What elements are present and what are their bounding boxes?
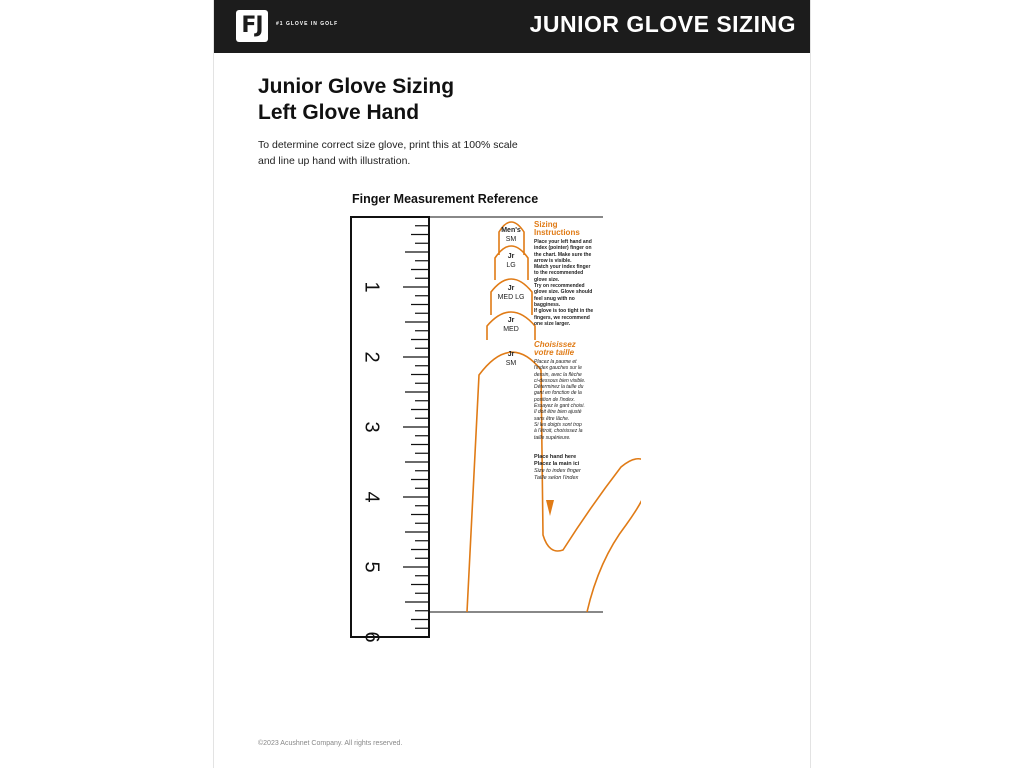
ruler-number: 6 (360, 631, 383, 643)
instruction-en-line: one size larger. (534, 320, 571, 327)
size-label-line-2: MED (503, 326, 519, 333)
size-label-line-1: Jr (507, 253, 515, 260)
instruction-en-line: glove size. (534, 276, 560, 283)
size-label-line-1: Jr (507, 351, 515, 358)
place-hand-line-2: Placez la main ici (534, 461, 580, 467)
place-hand-line-4: Taille selon l'index (534, 475, 579, 481)
instruction-fr-line: sans être lâche. (534, 415, 570, 422)
instruction-fr-line: Placez la paume et (534, 359, 577, 365)
instruction-en-line: fingers, we recommend (534, 314, 590, 321)
size-label-line-2: LG (506, 262, 516, 269)
ruler-number: 1 (360, 281, 383, 293)
instruction-fr-line: à l'étroit, choisissez la (534, 428, 583, 435)
size-label-line-1: Men's (501, 227, 521, 234)
instructions-fr-heading-2: votre taille (534, 348, 575, 357)
copyright-footer: ©2023 Acushnet Company. All rights reserved. (258, 740, 403, 747)
place-arrow (546, 500, 554, 516)
header-title: JUNIOR GLOVE SIZING (529, 11, 796, 37)
document-page (213, 0, 811, 768)
instruction-en-line: index (pointer) finger on (534, 245, 592, 252)
instruction-en-line: If glove is too tight in the (534, 308, 594, 315)
ruler-number: 4 (360, 491, 383, 503)
header-bar (214, 0, 810, 53)
intro-text (258, 137, 518, 169)
size-labels (498, 227, 525, 367)
ruler-number: 2 (360, 351, 383, 363)
intro-line-2: and line up hand with illustration. (258, 155, 411, 167)
instruction-en-line: arrow is visible. (534, 257, 572, 264)
instructions-en (534, 221, 604, 327)
instruction-fr-line: Déterminez la taille du (534, 384, 584, 391)
place-hand-line-3: Size to index finger (534, 468, 581, 474)
intro-line-1: To determine correct size glove, print this at 100% scale (258, 139, 518, 151)
instruction-fr-line: dessin, avec la flèche (534, 371, 582, 378)
instruction-en-line: feel snug with no (534, 295, 575, 302)
instruction-fr-line: position de l'index. (534, 396, 575, 403)
instructions-en-heading-2: Instructions (534, 228, 580, 237)
instruction-fr-line: Si les doigts sont trop (534, 421, 582, 428)
instruction-en-line: bagginess. (534, 301, 561, 308)
measurement-figure (341, 210, 641, 655)
page-title (258, 74, 454, 126)
instructions-en-heading-1: Sizing (534, 220, 558, 229)
instruction-en-line: the chart. Make sure the (534, 251, 592, 258)
ruler-number: 5 (360, 561, 383, 573)
size-label-line-2: SM (505, 360, 517, 367)
title-line-2: Left Glove Hand (258, 101, 420, 124)
instruction-fr-line: gant en fonction de la (534, 390, 582, 397)
title-line-1: Junior Glove Sizing (258, 75, 455, 98)
size-label-line-1: Jr (507, 317, 515, 324)
size-label-line-2: SM (505, 236, 517, 243)
logo-tagline: #1 GLOVE IN GOLF (276, 21, 339, 27)
instruction-en-line: Try on recommended (534, 283, 585, 290)
instruction-en-line: to the recommended (534, 270, 584, 277)
instruction-fr-line: Il doit être bien ajusté (534, 409, 582, 416)
instruction-fr-line: taille supérieure. (534, 434, 571, 441)
place-hand-line-1: Place hand here (534, 454, 577, 460)
instructions-fr-lines (534, 359, 604, 441)
place-hand-note (534, 454, 604, 482)
instructions-fr-heading-1: Choisissez (534, 340, 576, 349)
footjoy-logo: FJ (236, 10, 268, 42)
instruction-fr-line: ci-dessous bien visible. (534, 377, 586, 384)
size-label-line-2: MED LG (497, 294, 525, 301)
instruction-en-line: Match your index finger (534, 264, 591, 271)
ruler-number: 3 (360, 421, 383, 433)
instruction-fr-line: Essayez le gant choisi. (534, 403, 585, 410)
reference-title: Finger Measurement Reference (352, 192, 539, 206)
size-label-line-1: Jr (507, 285, 515, 292)
instruction-en-line: glove size. Glove should (534, 289, 593, 296)
instructions-fr (534, 341, 604, 441)
instruction-fr-line: l'index gauches sur le (534, 365, 582, 372)
instruction-en-line: Place your left hand and (534, 239, 592, 245)
instructions-en-lines (534, 239, 604, 327)
